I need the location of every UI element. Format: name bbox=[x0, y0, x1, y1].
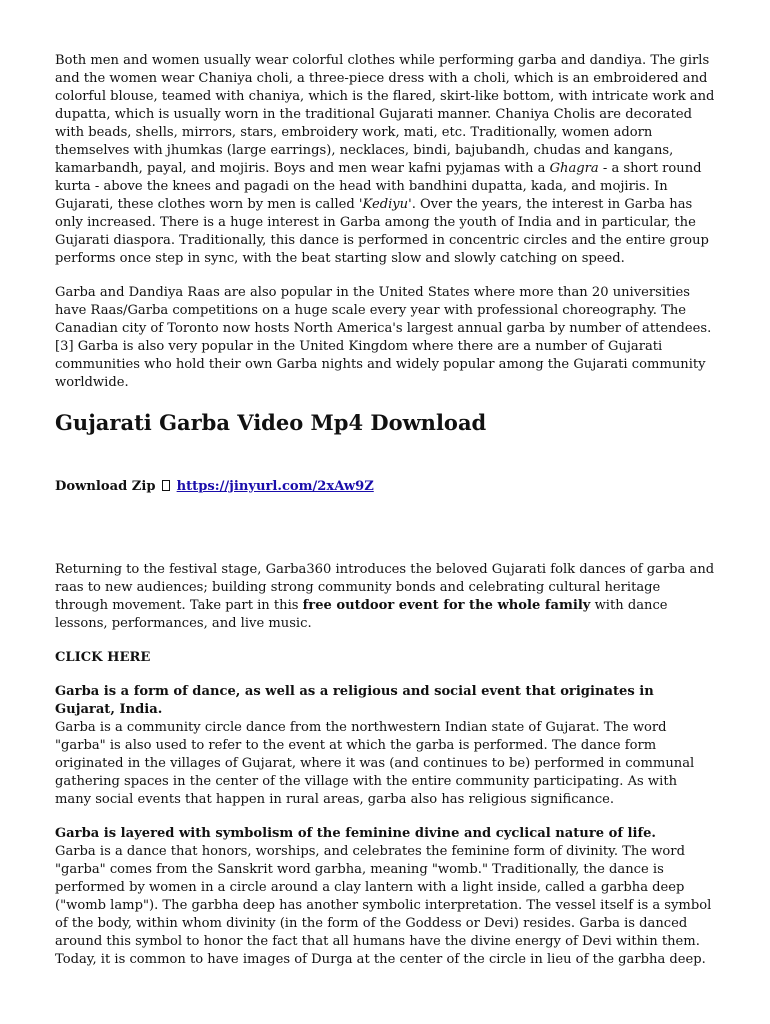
missing-glyph-icon bbox=[162, 480, 170, 491]
section-origin bbox=[55, 683, 715, 809]
paragraph-clothing-text-c: '. Over the years, the interest in Garba has only increased. There is a huge interest in Garba among the youth of India and in particular, the Gujarati diaspora. Traditionally, this dance is performed in concentric circles and the entire group performs once step in sync, with the beat starting slow and slowly catching on speed. bbox=[55, 197, 709, 266]
paragraph-festival-text-b: with dance lessons, performances, and live music. bbox=[55, 598, 668, 631]
download-label: Download Zip bbox=[55, 479, 156, 494]
paragraph-clothing bbox=[55, 52, 715, 268]
document-page bbox=[55, 52, 715, 985]
paragraph-popularity: Garba and Dandiya Raas are also popular in the United States where more than 20 universities have Raas/Garba competitions on a huge scale every year with professional choreography. The Canadian city of Toronto now hosts North America's largest annual garba by number of attendees.[3] Garba is also very popular in the United Kingdom where there are a number of Gujarati communities who hold their own Garba nights and widely popular among the Gujarati community worldwide. bbox=[55, 285, 712, 390]
paragraph-clothing-text-b: - a short round kurta - above the knees and pagadi on the head with bandhini dupatta, kada, and mojiris. In Gujarati, these clothes worn by men is called ' bbox=[55, 161, 702, 212]
section-symbolism-title: Garba is layered with symbolism of the feminine divine and cyclical nature of life. bbox=[55, 826, 656, 841]
free-event-emphasis: free outdoor event for the whole family bbox=[302, 598, 591, 613]
paragraph-clothing-text-a: Both men and women usually wear colorful clothes while performing garba and dandiya. The girls and the women wear Chaniya choli, a three-piece dress with a choli, which is an embroidered and colorful blouse, teamed with chaniya, which is the flared, skirt-like bottom, with intricate work and dupatta, which is usually worn in the traditional Gujarati manner. Chaniya Cholis are decorated with beads, shells, mirrors, stars, embroidery work, mati, etc. Traditionally, women adorn themselves with jhumkas (large earrings), necklaces, bindi, bajubandh, chudas and kangans, kamarbandh, payal, and mojiris. Boys and men wear kafni pyjamas with a bbox=[55, 53, 715, 176]
paragraph-festival bbox=[55, 561, 715, 633]
download-line bbox=[55, 478, 715, 496]
kediyu-term: Kediyu bbox=[362, 197, 409, 212]
page-heading: Gujarati Garba Video Mp4 Download bbox=[55, 410, 487, 435]
section-symbolism-body: Garba is a dance that honors, worships, and celebrates the feminine form of divinity. The word "garba" comes from the Sanskrit word garbha, meaning "womb." Traditionally, the dance is performed by women in a circle around a clay lantern with a light inside, called a garbha deep ("womb lamp"). The garbha deep has another symbolic interpretation. The vessel itself is a symbol of the body, within whom divinity (in the form of the Goddess or Devi) resides. Garba is danced around this symbol to honor the fact that all humans have the divine energy of Devi within them. Today, it is common to have images of Durga at the center of the circle in lieu of the garbha deep. bbox=[55, 844, 712, 967]
ghagra-term: Ghagra bbox=[549, 161, 599, 176]
download-link[interactable]: https://jinyurl.com/2xAw9Z bbox=[176, 479, 374, 494]
section-origin-title: Garba is a form of dance, as well as a religious and social event that originates in Gujarat, India. bbox=[55, 684, 654, 717]
section-symbolism bbox=[55, 825, 715, 969]
paragraph-festival-text-a: Returning to the festival stage, Garba360 introduces the beloved Gujarati folk dances of garba and raas to new audiences; building strong community bonds and celebrating cultural heritage through movement. Take part in this bbox=[55, 562, 715, 613]
section-origin-body: Garba is a community circle dance from the northwestern Indian state of Gujarat. The word "garba" is also used to refer to the event at which the garba is performed. The dance form originated in the villages of Gujarat, where it was (and continues to be) performed in communal gathering spaces in the center of the village with the entire community participating. As with many social events that happen in rural areas, garba also has religious significance. bbox=[55, 720, 695, 807]
click-here-link[interactable]: CLICK HERE bbox=[55, 650, 151, 665]
